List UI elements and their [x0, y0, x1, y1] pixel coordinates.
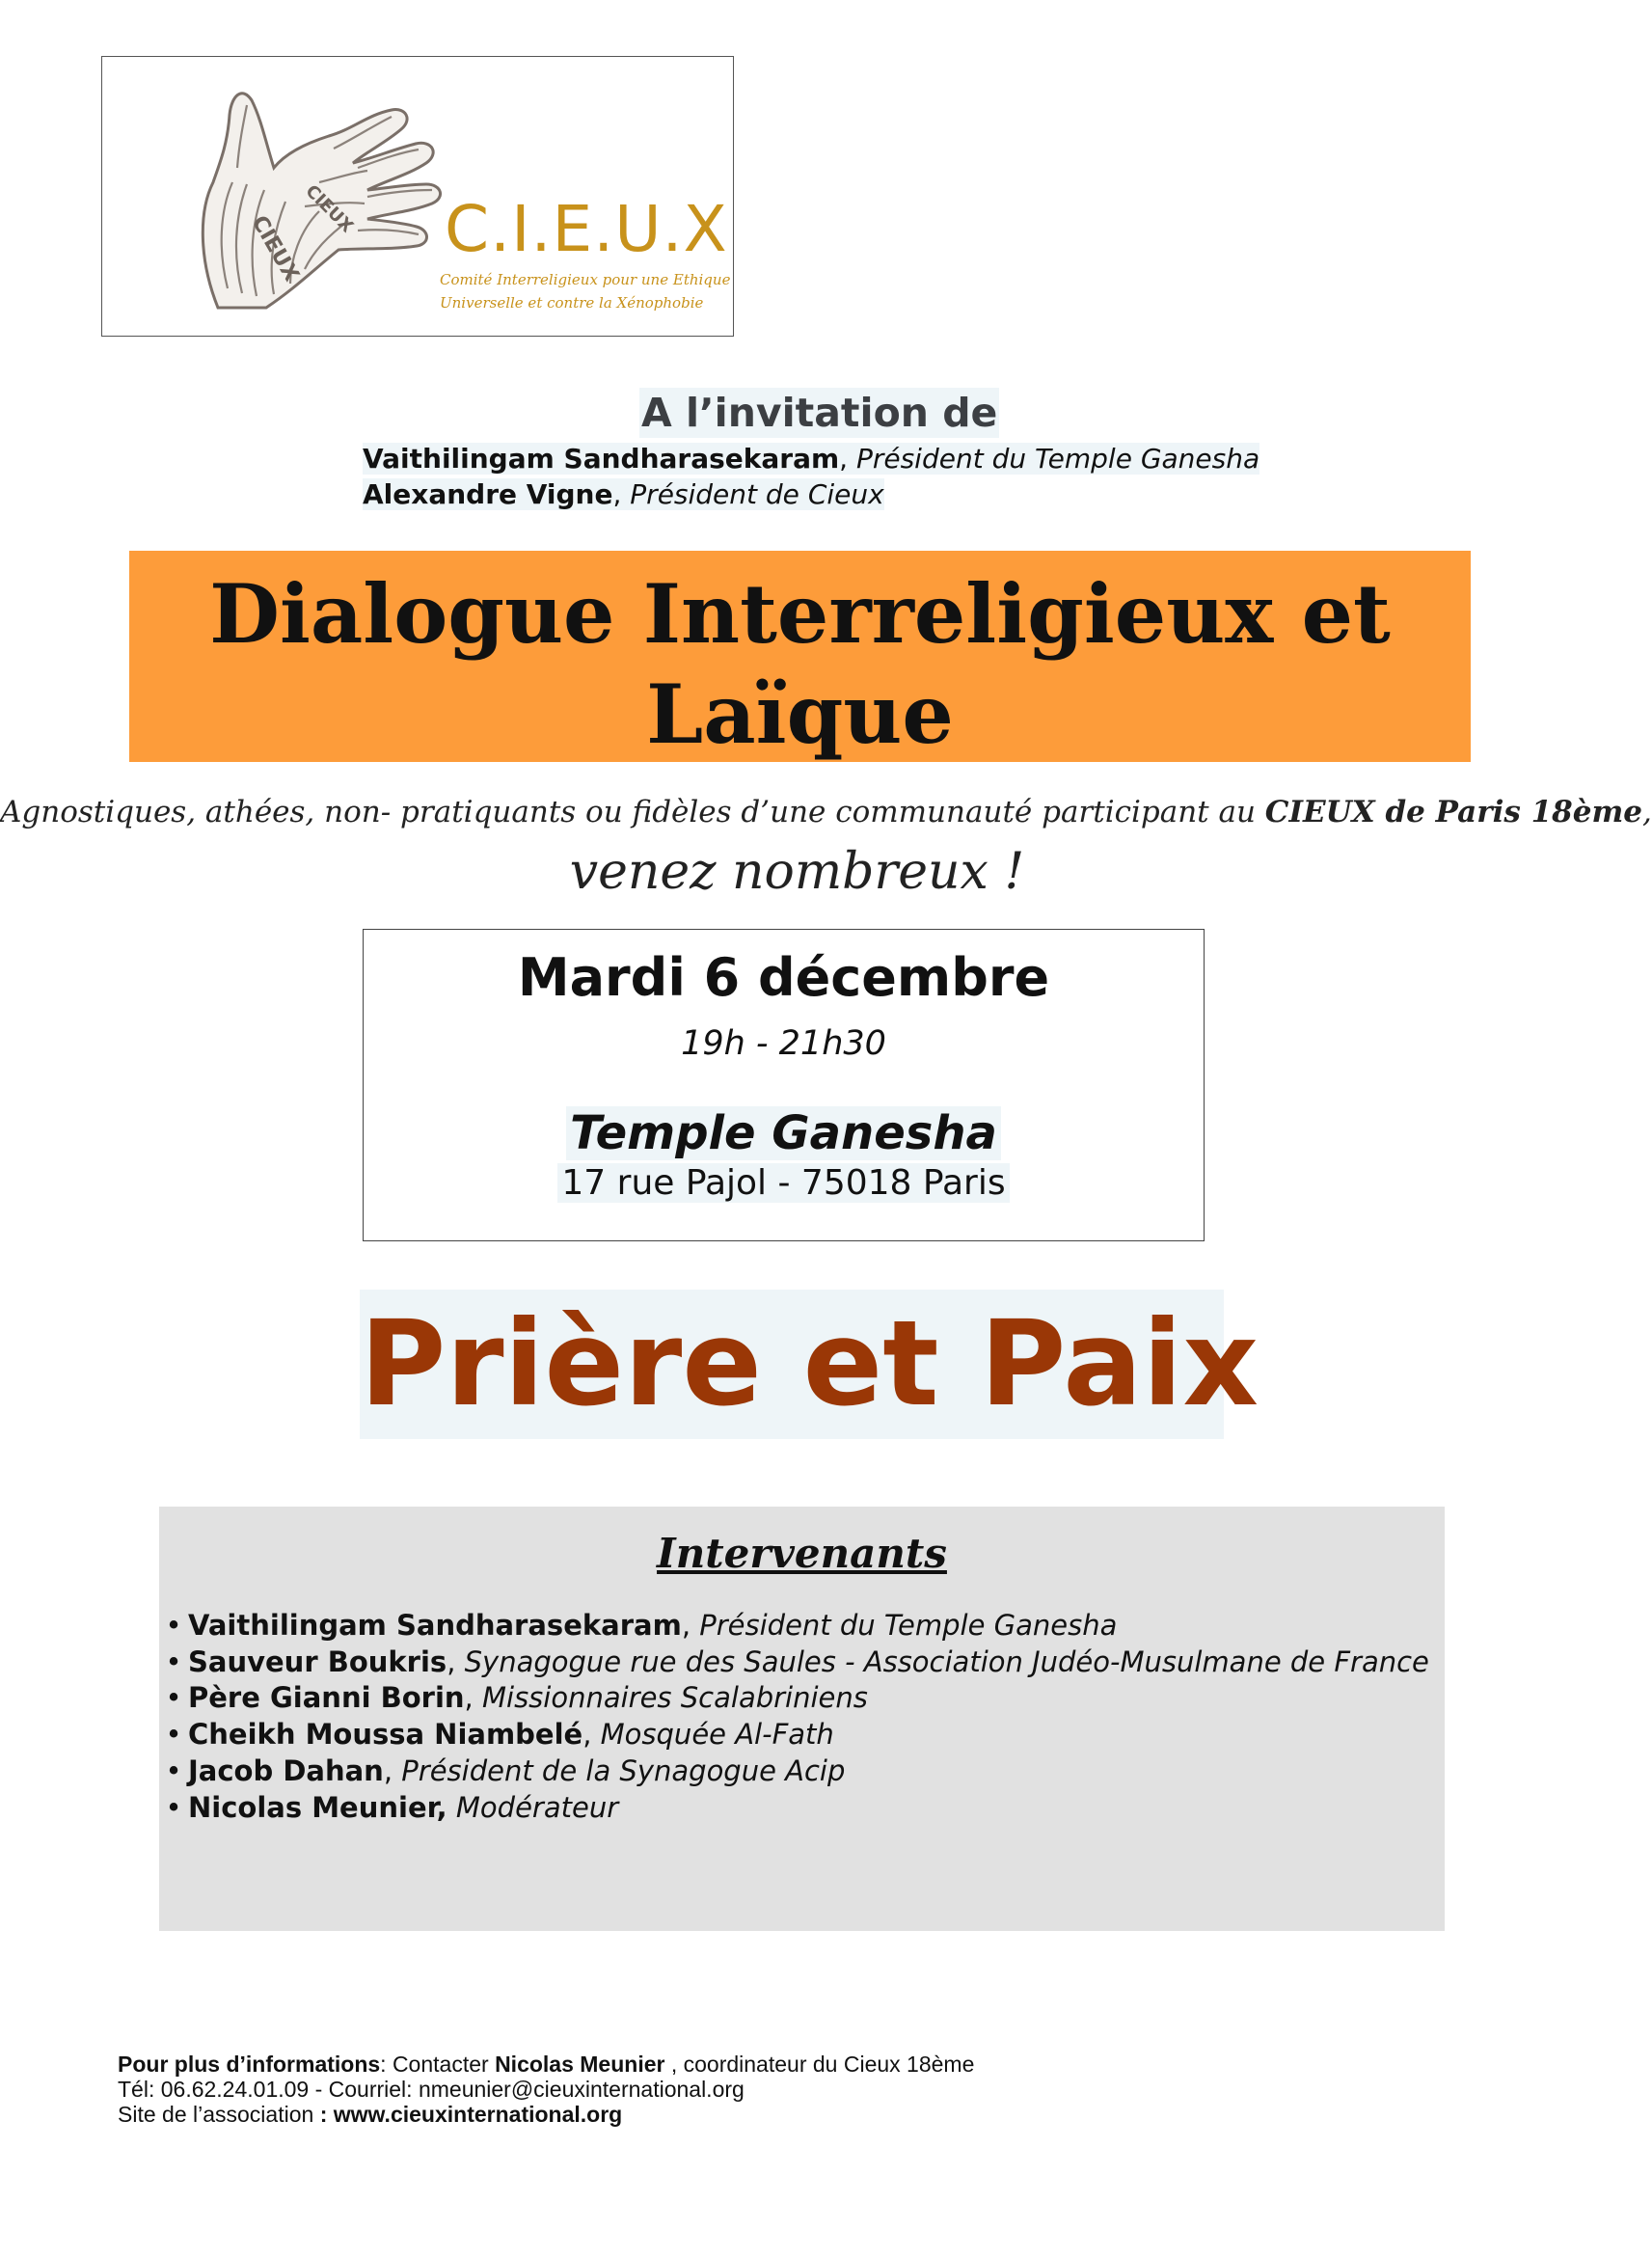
theme-title: Prière et Paix	[360, 1295, 1259, 1432]
speaker-item	[159, 1753, 1429, 1790]
speaker-item	[159, 1790, 1429, 1827]
audience-intro: Agnostiques, athées, non- pratiquants ou fidèles d’une communauté participant au	[0, 795, 1265, 829]
footer-info-label: Pour plus d’informations	[118, 2052, 381, 2077]
bullet-icon: •	[165, 1753, 182, 1787]
host-separator: ,	[612, 478, 631, 510]
event-date: Mardi 6 décembre	[517, 947, 1050, 1008]
host-name: Alexandre Vigne	[363, 478, 613, 510]
host-name: Vaithilingam Sandharasekaram	[363, 443, 840, 475]
host-role: Président de Cieux	[630, 478, 884, 510]
speaker-item	[159, 1608, 1429, 1644]
footer-contact-text: : Contacter	[380, 2052, 496, 2077]
speaker-role: Mosquée Al-Fath	[600, 1718, 834, 1752]
footer-website-line	[118, 2102, 622, 2127]
bullet-icon: •	[165, 1609, 182, 1642]
host-line	[363, 478, 884, 510]
host-line	[363, 443, 1259, 475]
speaker-name: Vaithilingam Sandharasekaram	[188, 1609, 682, 1642]
speaker-name: Nicolas Meunier,	[188, 1790, 447, 1824]
bullet-icon: •	[165, 1644, 182, 1678]
event-address	[364, 1163, 1204, 1203]
event-details-box	[363, 929, 1205, 1241]
speaker-name: Jacob Dahan	[188, 1753, 384, 1787]
speaker-separator: ,	[681, 1609, 700, 1642]
speaker-name: Sauveur Boukris	[188, 1644, 447, 1678]
bullet-icon: •	[165, 1790, 182, 1824]
banner-title-line1: Dialogue Interreligieux et	[209, 566, 1391, 662]
speaker-item	[159, 1717, 1429, 1753]
footer-website-label: Site de l’association	[118, 2102, 320, 2127]
bullet-icon: •	[165, 1681, 182, 1715]
logo-subtitle-line2: Universelle et contre la Xénophobie	[440, 294, 704, 312]
audience-suffix: ,	[1641, 795, 1652, 829]
speaker-item	[159, 1644, 1429, 1681]
hand-word-text-2: CIEUX	[301, 180, 358, 237]
audience-text	[0, 795, 1652, 829]
banner-title-line2: Laïque	[646, 666, 954, 762]
speaker-item	[159, 1680, 1429, 1717]
speaker-name: Cheikh Moussa Niambelé	[188, 1718, 583, 1752]
speaker-separator: ,	[464, 1681, 482, 1715]
speaker-name: Père Gianni Borin	[188, 1681, 465, 1715]
host-role: Président du Temple Ganesha	[855, 443, 1260, 475]
speaker-role: Synagogue rue des Saules - Association Judéo-Musulmane de France	[464, 1644, 1429, 1678]
speakers-box	[159, 1507, 1445, 1931]
event-time: 19h - 21h30	[681, 1024, 886, 1063]
footer-phone-email: Tél: 06.62.24.01.09 - Courriel: nmeunier@cieuxinternational.org	[118, 2077, 745, 2102]
logo-title: C.I.E.U.X	[445, 192, 728, 266]
hand-logo-icon	[160, 76, 488, 317]
speaker-separator: ,	[383, 1753, 402, 1787]
bullet-icon: •	[165, 1718, 182, 1752]
speakers-heading: Intervenants	[657, 1530, 947, 1577]
audience-emphasis: CIEUX de Paris 18ème	[1264, 795, 1642, 829]
welcome-call: venez nombreux !	[569, 843, 1025, 901]
speaker-role: Président du Temple Ganesha	[699, 1609, 1118, 1642]
speaker-separator: ,	[447, 1644, 465, 1678]
speaker-role: Modérateur	[455, 1790, 619, 1824]
logo-box	[101, 56, 734, 337]
speaker-role: Missionnaires Scalabriniens	[481, 1681, 868, 1715]
footer-contact-line	[118, 2052, 974, 2077]
footer-contact-rest: , coordinateur du Cieux 18ème	[664, 2052, 975, 2077]
footer-contact-name: Nicolas Meunier	[495, 2052, 665, 2077]
hand-word-text: CIEUX	[246, 211, 304, 286]
event-venue-text: Temple Ganesha	[566, 1106, 1001, 1160]
footer-website-link[interactable]: : www.cieuxinternational.org	[319, 2102, 623, 2127]
host-separator: ,	[839, 443, 856, 475]
event-address-text: 17 rue Pajol - 75018 Paris	[557, 1163, 1009, 1203]
speaker-separator: ,	[582, 1718, 601, 1752]
invitation-heading: A l’invitation de	[641, 390, 998, 436]
event-venue	[364, 1106, 1204, 1160]
speaker-role: Président de la Synagogue Acip	[401, 1753, 846, 1787]
speaker-separator	[447, 1791, 456, 1824]
speakers-list	[159, 1608, 1429, 1826]
event-banner	[129, 551, 1471, 762]
logo-subtitle-line1: Comité Interreligieux pour une Ethique	[440, 271, 731, 288]
banner-title	[129, 564, 1471, 765]
